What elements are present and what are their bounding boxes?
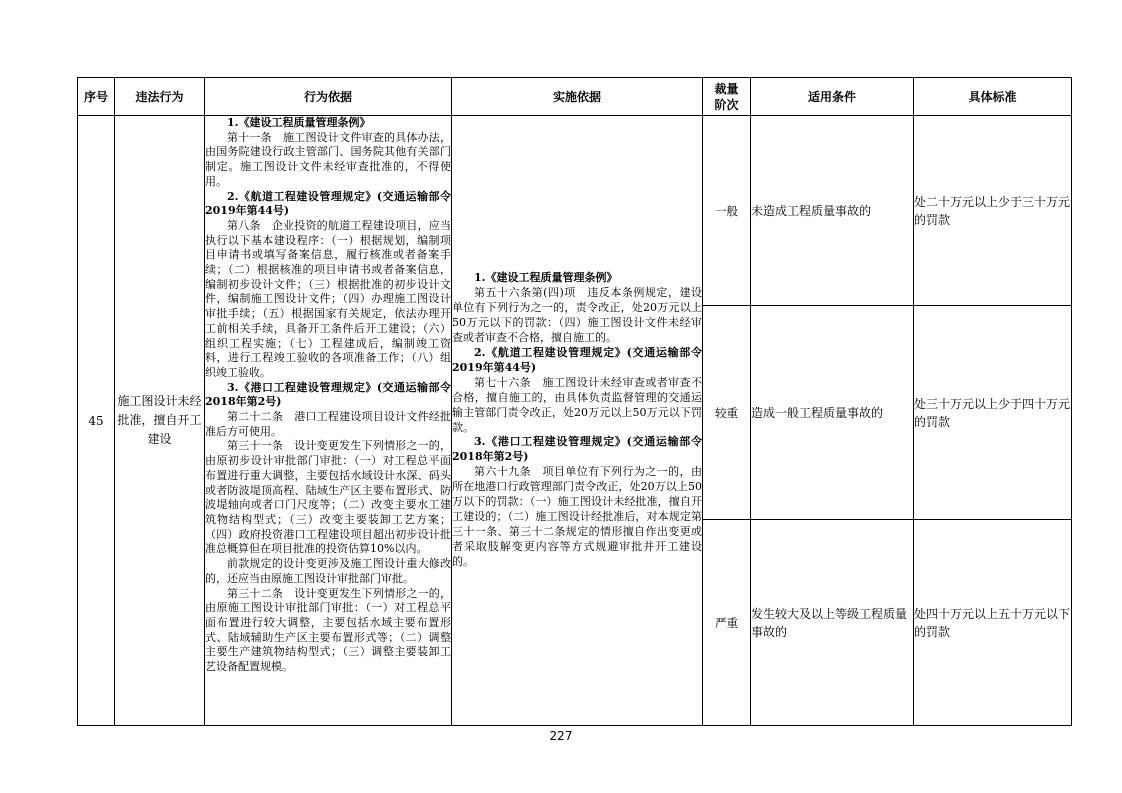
row-basis bbox=[205, 116, 452, 726]
header-implementation: 实施依据 bbox=[452, 78, 703, 116]
header-violation: 违法行为 bbox=[115, 78, 205, 116]
impl-paragraph: 第七十六条 施工图设计未经审查或者审查不合格，擅自施工的，由具体负责监督管理的交通运输主管部门责令改正，处20万元以上50万元以下罚款。 bbox=[452, 375, 702, 434]
basis-heading: 3.《港口工程建设管理规定》(交通运输部令2018年第2号) bbox=[205, 380, 451, 409]
condition-serious: 造成一般工程质量事故的 bbox=[751, 306, 914, 520]
standard-general: 处二十万元以上少于三十万元的罚款 bbox=[914, 116, 1072, 306]
condition-severe: 发生较大及以上等级工程质量事故的 bbox=[751, 520, 914, 726]
basis-paragraph: 第八条 企业投资的航道工程建设项目，应当执行以下基本建设程序：（一）根据规划，编制项目申请书或填写备案信息，履行核准或者备案手续；（二）根据核准的项目申请书或者备案信息，编制初步设计文件；（三）根据批准的初步设计文件，编制施工图设计文件；（四）办理施工图设计审批手续；（五）根据国家有关规定，依法办理开工前相关手续，具备开工条件后开工建设；（六）组织工程实施；（七）工程建成后，编制竣工资料，进行工程竣工验收的各项准备工作；（八）组织竣工验收。 bbox=[205, 218, 451, 379]
basis-paragraph: 第二十二条 港口工程建设项目设计文件经批准后方可使用。 bbox=[205, 410, 451, 438]
condition-general: 未造成工程质量事故的 bbox=[751, 116, 914, 306]
table-row bbox=[78, 116, 1072, 306]
row-violation: 施工图设计未经批准，擅自开工建设 bbox=[115, 116, 205, 726]
basis-paragraph: 第三十一条 设计变更发生下列情形之一的，由原初步设计审批部门审批：（一）对工程总平面布置进行重大调整，主要包括水域设计水深、码头或者防波堤顶高程、陆域生产区主要布置形式、防波堤轴向或者口门尺度等；（二）改变主要水工建筑物结构型式；（三）改变主要装卸工艺方案；（四）政府投资港口工程建设项目超出初步设计批准总概算但在项目批准的投资估算10%以内。 bbox=[205, 439, 451, 556]
standard-serious: 处三十万元以上少于四十万元的罚款 bbox=[914, 306, 1072, 520]
header-level: 裁量阶次 bbox=[703, 78, 751, 116]
impl-paragraph: 第五十六条第(四)项 违反本条例规定，建设单位有下列行为之一的，责令改正，处20万元以上50万元以下的罚款：（四）施工图设计文件未经审查或者审查不合格，擅自施工的。 bbox=[452, 286, 702, 345]
level-general: 一般 bbox=[703, 116, 751, 306]
basis-heading: 1.《建设工程质量管理条例》 bbox=[227, 116, 371, 129]
level-severe: 严重 bbox=[703, 520, 751, 726]
page-number: 227 bbox=[549, 729, 573, 743]
basis-paragraph: 第三十二条 设计变更发生下列情形之一的，由原施工图设计审批部门审批：（一）对工程总平面布置进行较大调整，主要包括水域主要布置形式、陆域辅助生产区主要布置形式等；（二）调整主要生产建筑物结构型式；（三）调整主要装卸工艺设备配置规模。 bbox=[205, 586, 451, 674]
standard-severe: 处四十万元以上五十万元以下的罚款 bbox=[914, 520, 1072, 726]
table-header-row bbox=[78, 78, 1072, 116]
header-seq: 序号 bbox=[78, 78, 115, 116]
header-condition: 适用条件 bbox=[751, 78, 914, 116]
header-basis: 行为依据 bbox=[205, 78, 452, 116]
impl-heading: 1.《建设工程质量管理条例》 bbox=[474, 271, 618, 285]
row-implementation bbox=[452, 116, 703, 726]
basis-heading: 2.《航道工程建设管理规定》(交通运输部令2019年第44号) bbox=[205, 189, 451, 218]
penalty-standard-table bbox=[77, 77, 1072, 726]
row-seq: 45 bbox=[78, 116, 115, 726]
basis-paragraph: 第十一条 施工图设计文件审查的具体办法，由国务院建设行政主管部门、国务院其他有关部门制定。施工图设计文件未经审查批准的，不得使用。 bbox=[205, 130, 451, 188]
impl-heading: 2.《航道工程建设管理规定》(交通运输部令2019年第44号) bbox=[452, 345, 702, 374]
level-serious: 较重 bbox=[703, 306, 751, 520]
header-standard: 具体标准 bbox=[914, 78, 1072, 116]
basis-paragraph: 前款规定的设计变更涉及施工图设计重大修改的，还应当由原施工图设计审批部门审批。 bbox=[205, 557, 451, 585]
impl-heading: 3.《港口工程建设管理规定》(交通运输部令2018年第2号) bbox=[452, 435, 702, 464]
impl-paragraph: 第六十九条 项目单位有下列行为之一的，由所在地港口行政管理部门责令改正，处20万以上50万以下的罚款：（一）施工图设计未经批准，擅自开工建设的；（二）施工图设计经批准后，对本规定第三十一条、第三十二条规定的情形擅自作出变更或者采取肢解变更内容等方式规避审批并开工建设的。 bbox=[452, 465, 702, 568]
